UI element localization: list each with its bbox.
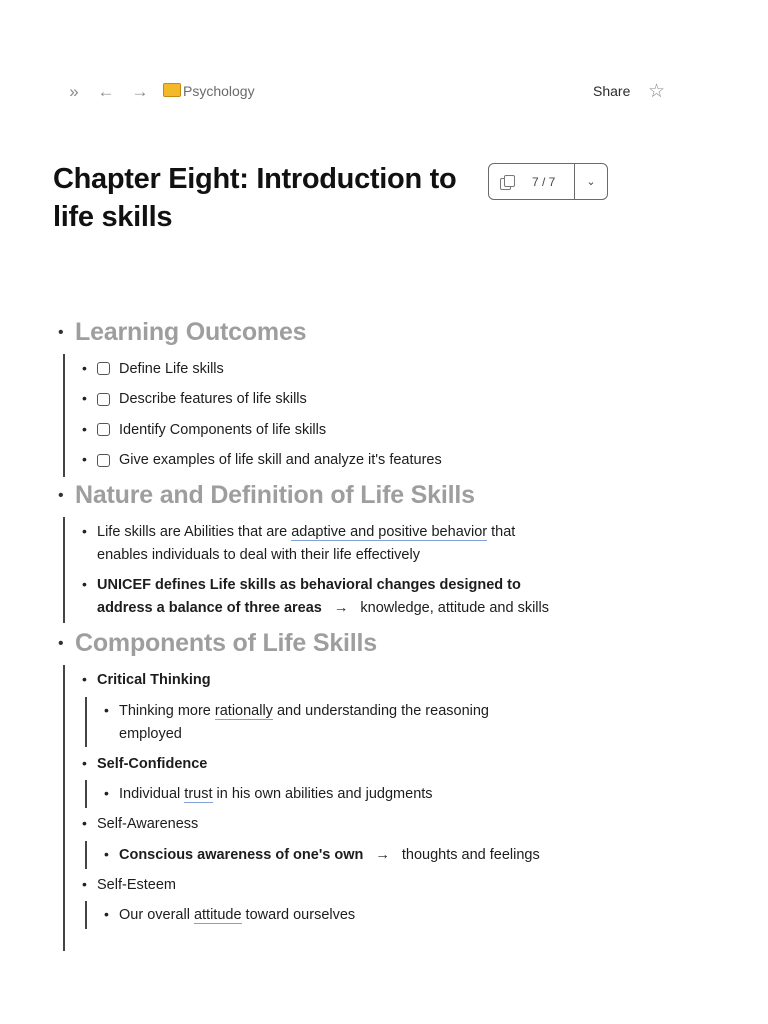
list-item[interactable]: Critical Thinking bbox=[97, 672, 211, 688]
bullet-dot: • bbox=[82, 421, 87, 437]
bullet-dot: • bbox=[82, 390, 87, 406]
bullet-dot: • bbox=[104, 702, 109, 718]
breadcrumb-label: Psychology bbox=[183, 83, 255, 99]
folder-icon bbox=[163, 83, 181, 97]
text: in his own abilities and judgments bbox=[212, 786, 433, 802]
heading-nature-definition[interactable]: Nature and Definition of Life Skills bbox=[75, 481, 475, 509]
bullet-dot: • bbox=[58, 324, 64, 341]
list-item[interactable] bbox=[119, 904, 355, 927]
bold-text: address a balance of three areas bbox=[97, 600, 322, 616]
text: toward ourselves bbox=[241, 907, 356, 923]
bullet-dot: • bbox=[104, 846, 109, 862]
star-icon[interactable]: ☆ bbox=[648, 81, 666, 102]
list-item[interactable]: UNICEF defines Life skills as behavioral changes designed to bbox=[97, 577, 521, 593]
bullet-dot: • bbox=[58, 635, 64, 652]
share-button[interactable]: Share bbox=[593, 83, 631, 99]
arrow-icon: → bbox=[375, 847, 390, 863]
text: Individual bbox=[119, 786, 185, 802]
indent-guide bbox=[85, 780, 87, 808]
text: Life skills are Abilities that are bbox=[97, 524, 292, 540]
text: Thinking more bbox=[119, 703, 215, 719]
list-item[interactable]: Describe features of life skills bbox=[119, 391, 307, 407]
list-item[interactable]: Define Life skills bbox=[119, 361, 224, 377]
bullet-dot: • bbox=[82, 576, 87, 592]
indent-guide bbox=[63, 354, 65, 477]
list-item[interactable]: Self-Confidence bbox=[97, 756, 208, 772]
page-title[interactable]: Chapter Eight: Introduction to life skills bbox=[53, 163, 457, 233]
indent-guide bbox=[85, 901, 87, 929]
text: knowledge, attitude and skills bbox=[360, 600, 549, 616]
link-text[interactable]: trust bbox=[184, 786, 213, 802]
list-item[interactable]: Identify Components of life skills bbox=[119, 422, 327, 438]
expand-sidebar-icon[interactable]: » bbox=[69, 82, 79, 101]
bullet-dot: • bbox=[82, 671, 87, 687]
list-item-continuation[interactable]: employed bbox=[119, 726, 182, 742]
copy-icon bbox=[500, 175, 514, 189]
bullet-dot: • bbox=[82, 815, 87, 831]
list-item[interactable] bbox=[119, 783, 433, 806]
breadcrumb[interactable] bbox=[163, 83, 255, 99]
checkbox[interactable] bbox=[97, 454, 110, 467]
list-item[interactable]: Self-Esteem bbox=[97, 877, 176, 893]
checkbox[interactable] bbox=[97, 362, 110, 375]
checkbox[interactable] bbox=[97, 423, 110, 436]
bold-text: Conscious awareness of one's own bbox=[119, 847, 364, 863]
list-item-continuation[interactable] bbox=[97, 597, 549, 620]
list-item[interactable]: Self-Awareness bbox=[97, 816, 199, 832]
indent-guide bbox=[63, 665, 65, 951]
checkbox[interactable] bbox=[97, 393, 110, 406]
list-item[interactable]: Give examples of life skill and analyze it's features bbox=[119, 452, 442, 468]
chevron-down-icon[interactable]: ⌄ bbox=[586, 176, 596, 188]
bullet-dot: • bbox=[82, 451, 87, 467]
text: thoughts and feelings bbox=[401, 847, 540, 863]
indent-guide bbox=[85, 841, 87, 869]
bullet-dot: • bbox=[82, 755, 87, 771]
arrow-icon: → bbox=[333, 600, 349, 616]
list-item[interactable] bbox=[119, 844, 540, 867]
bullet-dot: • bbox=[82, 876, 87, 892]
bullet-dot: • bbox=[58, 487, 64, 504]
bullet-dot: • bbox=[82, 360, 87, 376]
list-item-continuation[interactable]: enables individuals to deal with their life effectively bbox=[97, 547, 420, 563]
bullet-dot: • bbox=[104, 906, 109, 922]
pager-count: 7 / 7 bbox=[532, 174, 556, 189]
text: and understanding the reasoning bbox=[272, 703, 489, 719]
forward-arrow-icon[interactable]: → bbox=[131, 82, 149, 101]
link-text[interactable]: attitude bbox=[193, 907, 242, 923]
list-item[interactable] bbox=[119, 700, 489, 723]
pager-copy-button[interactable] bbox=[489, 164, 575, 199]
bullet-dot: • bbox=[104, 785, 109, 801]
link-text[interactable]: rationally bbox=[214, 703, 273, 719]
back-arrow-icon[interactable]: ← bbox=[97, 82, 115, 101]
page-pager bbox=[488, 163, 608, 200]
top-bar bbox=[0, 78, 768, 108]
heading-learning-outcomes[interactable]: Learning Outcomes bbox=[75, 318, 307, 346]
text: Our overall bbox=[119, 907, 194, 923]
heading-components[interactable]: Components of Life Skills bbox=[75, 629, 377, 657]
text: that bbox=[487, 524, 516, 540]
link-text[interactable]: adaptive and positive behavior bbox=[291, 524, 488, 540]
indent-guide bbox=[85, 697, 87, 747]
list-item[interactable] bbox=[97, 521, 515, 544]
indent-guide bbox=[63, 517, 65, 623]
bullet-dot: • bbox=[82, 523, 87, 539]
